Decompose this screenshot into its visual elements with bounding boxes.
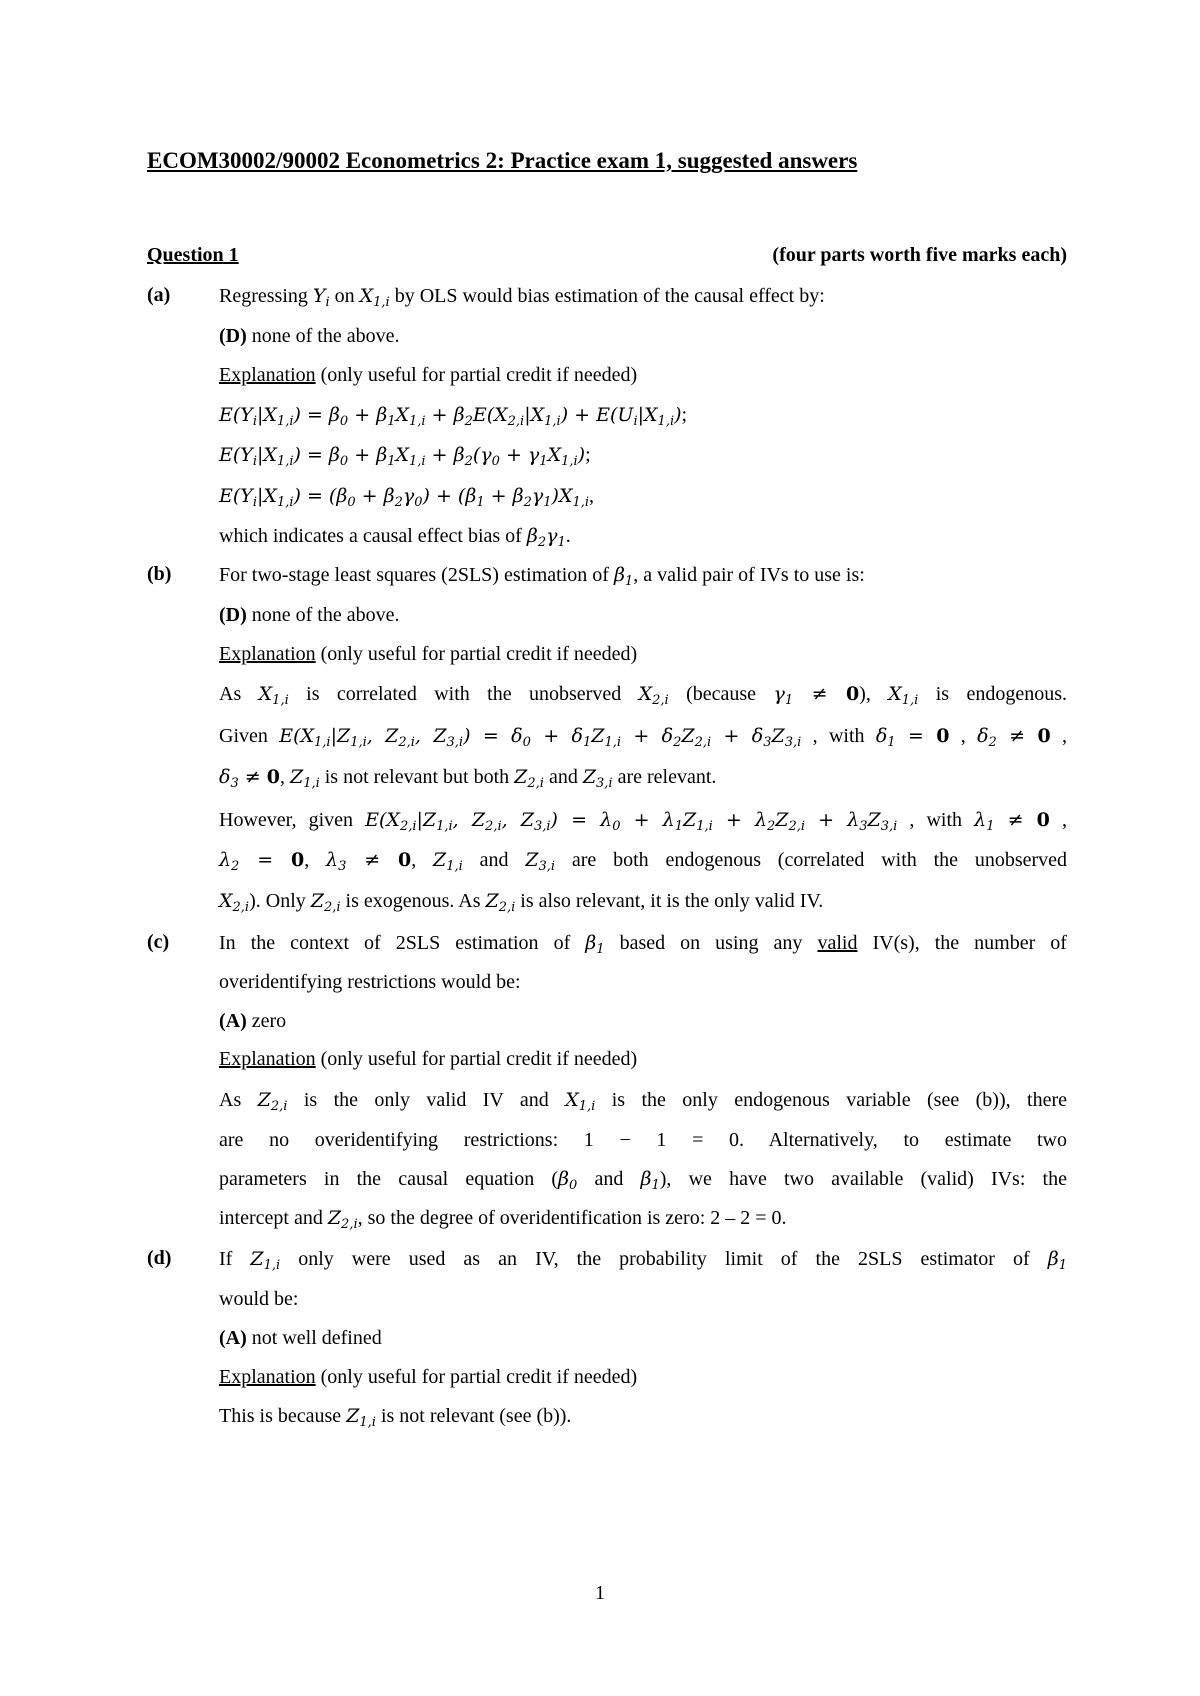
part-b-answer: [219, 603, 1067, 627]
part-a-equation-2: $E(Y_i|X_{1,i}) = \beta_0 + \beta_1X_{1,i} + \beta_2(\gamma_0 + \gamma_1X_{1,i})$;: [219, 444, 591, 469]
part-c-answer: [219, 1009, 1067, 1033]
part-d-explanation-heading: [219, 1365, 1067, 1389]
explanation-word: Explanation: [219, 364, 316, 386]
page-title: ECOM30002/90002 Econometrics 2: Practice exam 1, suggested answers: [147, 148, 858, 173]
part-b-text-1: As $X_{1,i}$ is correlated with the unobserved $X_{2,i}$ (because $\gamma_1 \ne 0$), $X_{1,i}$ is endogenous.: [219, 683, 1068, 708]
part-a-label: (a): [147, 284, 171, 306]
part-b-question: For two-stage least squares (2SLS) estimation of $\beta_1$, a valid pair of IVs to use is:: [219, 564, 865, 589]
part-a-equation-1: $E(Y_i|X_{1,i}) = \beta_0 + \beta_1X_{1,i} + \beta_2E(X_{2,i}|X_{1,i}) + E(U_i|X_{1,i})$;: [219, 404, 688, 429]
explanation-word: Explanation: [219, 643, 316, 665]
question-heading: Question 1: [147, 244, 239, 266]
part-a-answer: [219, 324, 1067, 348]
part-b-text-3: $\delta_3 \ne 0$, $Z_{1,i}$ is not relevant but both $Z_{2,i}$ and $Z_{3,i}$ are relevant.: [219, 766, 717, 791]
part-a-conclusion: which indicates a causal effect bias of $\beta_2\gamma_1$.: [219, 525, 571, 550]
part-c-explanation-heading: [219, 1047, 1067, 1071]
part-d-question-2: would be:: [219, 1288, 299, 1310]
part-d-text-1: This is because $Z_{1,i}$ is not relevant (see (b)).: [219, 1405, 572, 1430]
part-d-answer: [219, 1326, 1067, 1350]
part-d-answer-letter: (A): [219, 1327, 247, 1349]
part-d-answer-text: not well defined: [251, 1327, 382, 1349]
part-c-question-1: In the context of 2SLS estimation of $\beta_1$ based on using any valid IV(s), the number of: [219, 932, 1067, 957]
part-b-explanation-heading: [219, 642, 1067, 666]
explanation-note: (only useful for partial credit if needed): [320, 1048, 638, 1070]
part-d-question-1: If $Z_{1,i}$ only were used as an IV, the probability limit of the 2SLS estimator of $\beta_1$: [219, 1248, 1067, 1273]
part-c-text-3: parameters in the causal equation ($\beta_0$ and $\beta_1$), we have two available (valid) IVs: the: [219, 1168, 1067, 1193]
part-c-text-1: As $Z_{2,i}$ is the only valid IV and $X_{1,i}$ is the only endogenous variable (see (b)), there: [219, 1089, 1067, 1114]
part-c-answer-letter: (A): [219, 1010, 247, 1032]
part-c-answer-text: zero: [251, 1010, 287, 1032]
explanation-note: (only useful for partial credit if needed): [320, 643, 638, 665]
part-a-explanation-heading: [219, 363, 1067, 387]
part-a-answer-letter: (D): [219, 325, 247, 347]
marks-note: (four parts worth five marks each): [772, 244, 1067, 266]
part-b-text-4: However, given $E(X_{2,i}|Z_{1,i}$, $Z_{2,i}$, $Z_{3,i}) = \lambda_0 + \lambda_1Z_{1,i} + \lambda_2Z_{2,i} + \lambda_3Z_{3,i}$ , with $\lambda_1 \ne 0$ ,: [219, 809, 1067, 834]
part-c-text-4: intercept and $Z_{2,i}$, so the degree of overidentification is zero: 2 – 2 = 0.: [219, 1207, 787, 1232]
part-d-label: (d): [147, 1247, 172, 1269]
part-b-answer-letter: (D): [219, 604, 247, 626]
question-header: [147, 244, 1067, 267]
explanation-note: (only useful for partial credit if needed): [320, 1366, 638, 1388]
explanation-note: (only useful for partial credit if needed): [320, 364, 638, 386]
part-b-answer-text: none of the above.: [251, 604, 400, 626]
explanation-word: Explanation: [219, 1366, 316, 1388]
part-b-text-5: $\lambda_2 = 0$, $\lambda_3 \ne 0$, $Z_{1,i}$ and $Z_{3,i}$ are both endogenous (correlated with the unobserved: [219, 849, 1068, 874]
part-a-question: Regressing $Y_i$ on $X_{1,i}$ by OLS would bias estimation of the causal effect by:: [219, 285, 825, 310]
part-a-equation-3: $E(Y_i|X_{1,i}) = (\beta_0 + \beta_2\gamma_0) + (\beta_1 + \beta_2\gamma_1)X_{1,i}$,: [219, 485, 595, 510]
part-b-label: (b): [147, 563, 172, 585]
part-c-text-2: are no overidentifying restrictions: 1 − 1 = 0. Alternatively, to estimate two: [219, 1129, 1067, 1151]
explanation-word: Explanation: [219, 1048, 316, 1070]
part-b-text-6: $X_{2,i}$). Only $Z_{2,i}$ is exogenous. As $Z_{2,i}$ is also relevant, it is the only valid IV.: [219, 890, 824, 915]
page-number: 1: [595, 1582, 605, 1604]
part-c-question-2: overidentifying restrictions would be:: [219, 971, 521, 993]
part-b-text-2: Given $E(X_{1,i}|Z_{1,i}$, $Z_{2,i}$, $Z_{3,i}) = \delta_0 + \delta_1Z_{1,i} + \delta_2Z_{2,i} + \delta_3Z_{3,i}$ , with $\delta_1 = 0$ , $\delta_2 \ne 0$ ,: [219, 725, 1068, 750]
part-c-label: (c): [147, 931, 170, 953]
part-a-answer-text: none of the above.: [251, 325, 400, 347]
